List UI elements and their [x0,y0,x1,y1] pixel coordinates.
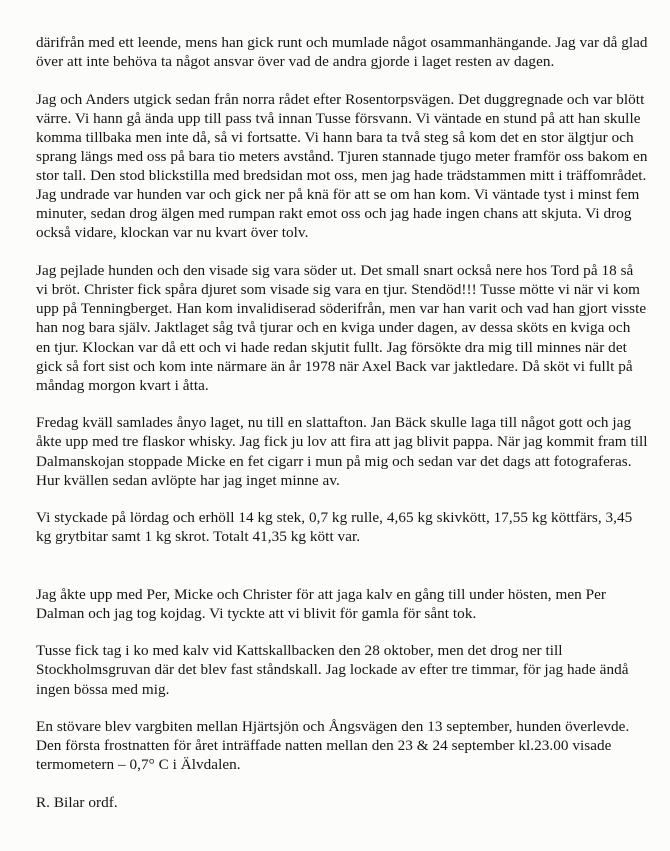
signature: R. Bilar ordf. [36,794,118,812]
paragraph-6: Jag åkte upp med Per, Micke och Christer för att jaga kalv en gång till under hösten, men Per Dalman och jag tog kojdag. Vi tyckte att vi blivit för gamla för sånt tok. [36,585,607,622]
paragraph-7: Tusse fick tag i ko med kalv vid Kattskallbacken den 28 oktober, men det drog ner till Stockholmsgruvan där det blev fast ståndskall. Jag lockade av efter tre timmar, för jag hade ändå ingen bössa med mig. [36,642,629,698]
document-body [36,33,648,812]
paragraph-5: Vi styckade på lördag och erhöll 14 kg stek, 0,7 kg rulle, 4,65 kg skivkött, 17,55 kg köttfärs, 3,45 kg grytbitar samt 1 kg skrot. Totalt 41,35 kg kött var. [36,509,633,546]
paragraph-2: Jag och Anders utgick sedan från norra rådet efter Rosentorpsvägen. Det duggregnade och var blött värre. Vi hann gå ända upp till pass två innan Tusse försvann. Vi väntade en stund på att han skulle komma tillbaka men inte då, så vi fortsatte. Vi hann bara ta två steg så kom det en stor älgtjur och sprang längs med oss på bara tio meters avstånd. Tjuren stannade tjugo meter framför oss bakom en stor tall. Den stod blickstilla med bredsidan mot oss, men jag hade trädstammen mitt i träffområdet. Jag undrade var hunden var och gick ner på knä för att se om han kom. Vi väntade tyst i minst fem minuter, sedan drog älgen med rumpan rakt emot oss och jag hade ingen chans att skjuta. Vi drog också vidare, klockan var nu kvart över tolv. [36,90,648,242]
paragraph-1: därifrån med ett leende, mens han gick runt och mumlade något osammanhängande. Jag var då glad över att inte behöva ta något ansvar över vad de andra gjorde i laget resten av dagen. [36,34,648,71]
paragraph-3: Jag pejlade hunden och den visade sig vara söder ut. Det small snart också nere hos Tord på 18 så vi bröt. Christer fick spåra djuret som visade sig vara en tjur. Stendöd!!! Tusse mötte vi när vi kom upp på Tenningberget. Han kom invalidiserad söderifrån, men var han varit och vad han gjort visste han nog bara själv. Jaktlaget såg två tjurar och en kviga under dagen, av dessa sköts en kviga och en tjur. Klockan var då ett och vi hade redan skjutit fullt. Jag försökte dra mig till minnes när det gick så fort sist och kom inte närmare än år 1978 när Axel Back var jaktledare. Då sköt vi fullt på måndag morgon kvart i åtta. [36,262,647,394]
paragraph-8: En stövare blev vargbiten mellan Hjärtsjön och Ångsvägen den 13 september, hunden överlevde. Den första frostnatten för året inträffade natten mellan den 23 & 24 september kl.23.00 visade termometern – 0,7° C i Älvdalen. [36,718,630,774]
paragraph-4: Fredag kväll samlades ånyo laget, nu till en slattafton. Jan Bäck skulle laga till något gott och jag åkte upp med tre flaskor whisky. Jag fick ju lov att fira att jag blivit pappa. När jag kommit fram till Dalmanskojan stoppade Micke en fet cigarr i mun på mig och sedan var det dags att fotograferas. Hur kvällen sedan avlöpte har jag inget minne av. [36,414,648,489]
